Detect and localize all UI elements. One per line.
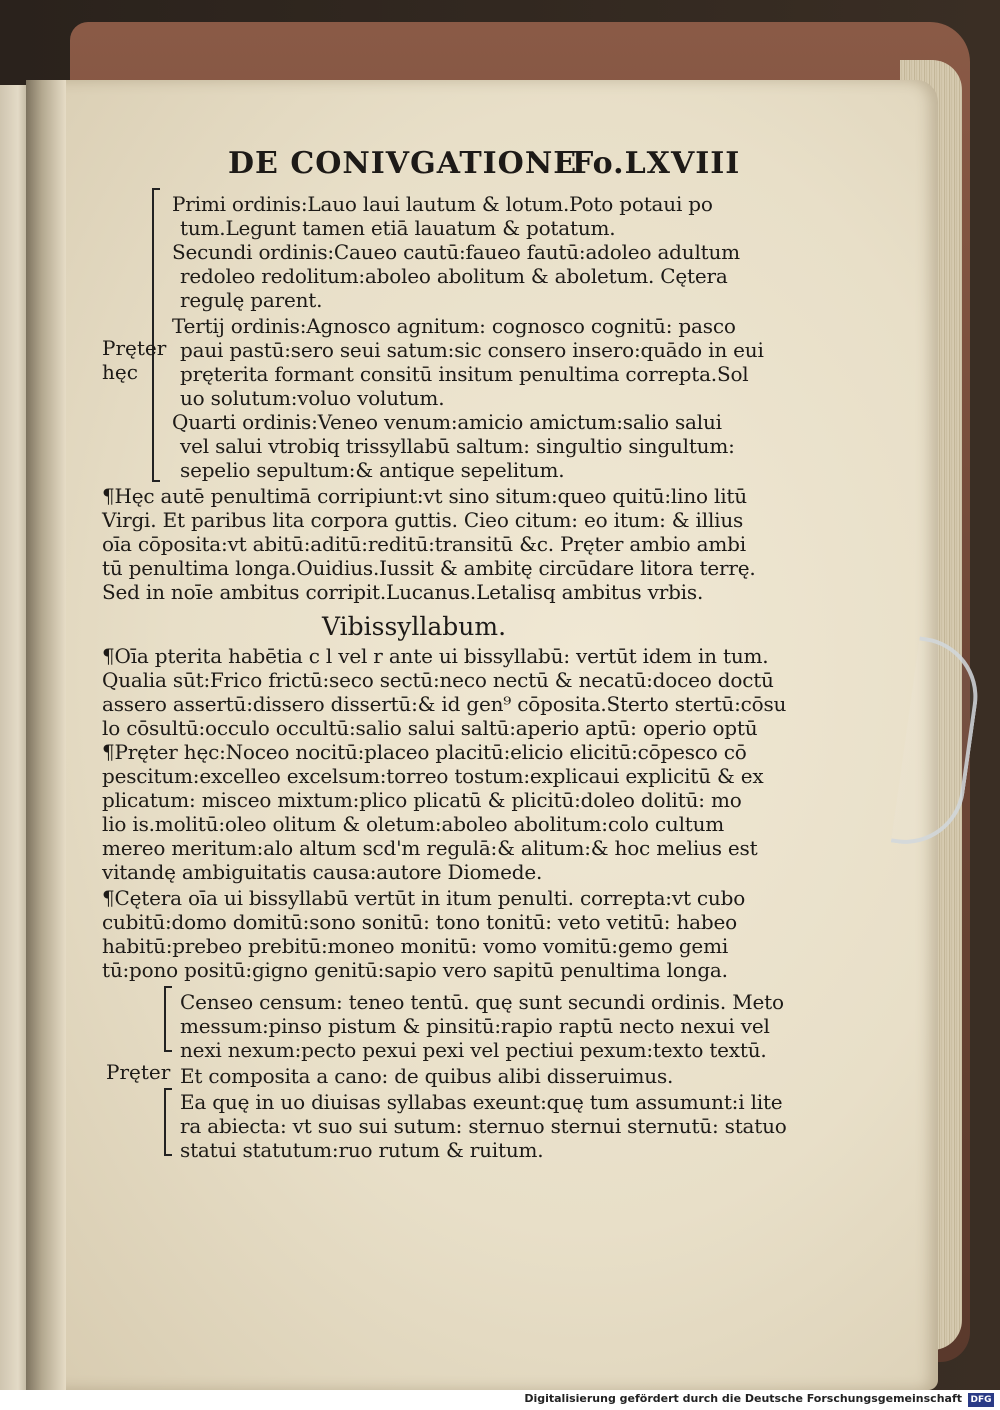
text-line: Et composita a cano: de quibus alibi disseruimus. [180,1064,674,1088]
text-line: lio is.molitū:oleo olitum & oletum:aboleo abolitum:colo cultum [102,812,725,836]
text-line: statui statutum:ruo rutum & ruitum. [180,1138,544,1162]
text-line: pręterita formant consitū insitum penultima correpta.Sol [180,362,749,386]
text-line: Qualia sūt:Frico frictū:seco sectū:neco nectū & necatū:doceo doctū [102,668,774,692]
text-line: pescitum:excelleo excelsum:torreo tostum:explicaui explicitū & ex [102,764,764,788]
dfg-logo-icon: DFG [968,1393,994,1407]
text-line: paui pastū:sero seui satum:sic consero insero:quādo in eui [180,338,764,362]
text-line: ¶Pręter hęc:Noceo nocitū:placeo placitū:elicio elicitū:cōpesco cō [102,740,747,764]
text-line: oīa cōposita:vt abitū:aditū:reditū:transitū &c. Pręter ambio ambi [102,532,746,556]
text-line: tū:pono positū:gigno genitū:sapio vero sapitū penultima longa. [102,958,728,982]
text-line: Virgi. Et paribus lita corpora guttis. Cieo citum: eo itum: & illius [102,508,744,532]
text-line: vitandę ambiguitatis causa:autore Diomede. [102,860,543,884]
text-line: redoleo redolitum:aboleo abolitum & aboletum. Cętera [180,264,728,288]
text-line: Primi ordinis:Lauo laui lautum & lotum.Poto potaui po [172,192,713,216]
bracket-left [164,986,172,1052]
text-line: uo solutum:voluo volutum. [180,386,445,410]
margin-note: hęc [102,360,138,384]
text-line: Sed in noīe ambitus corripit.Lucanus.Letalisq ambitus vrbis. [102,580,704,604]
text-line: messum:pinso pistum & pinsitū:rapio raptū necto nexui vel [180,1014,770,1038]
footer-bar [0,1390,1000,1410]
text-line: sepelio sepultum:& antique sepelitum. [180,458,565,482]
text-line: ¶Hęc autē penultimā corripiunt:vt sino situm:queo quitū:lino litū [102,484,747,508]
text-line: tum.Legunt tamen etiā lauatum & potatum. [180,216,616,240]
text-line: habitū:prebeo prebitū:moneo monitū: vomo vomitū:gemo gemi [102,934,729,958]
margin-note: Pręter [106,1060,171,1084]
margin-note: Pręter [102,336,167,360]
text-line: cubitū:domo domitū:sono sonitū: tono tonitū: veto vetitū: habeo [102,910,737,934]
text-line: ¶Cętera oīa ui bissyllabū vertūt in itum penulti. correpta:vt cubo [102,886,746,910]
text-line: mereo meritum:alo altum scd'm regulā:& alitum:& hoc melius est [102,836,758,860]
text-line: Secundi ordinis:Caueo cautū:faueo fautū:adoleo adultum [172,240,740,264]
bracket-left [152,188,160,482]
bracket-left [164,1088,172,1156]
text-line: Quarti ordinis:Veneo venum:amicio amictum:salio salui [172,410,722,434]
text-line: Ea quę in uo diuisas syllabas exeunt:quę tum assumunt:i lite [180,1090,783,1114]
text-line: regulę parent. [180,288,323,312]
text-line: Censeo censum: teneo tentū. quę sunt secundi ordinis. Meto [180,990,784,1014]
folio-number: Fo.LXVIII [572,146,741,181]
text-line: tū penultima longa.Ouidius.Iussit & ambitę circūdare litora terrę. [102,556,756,580]
text-line: ra abiecta: vt suo sui sutum: sternuo sternui sternutū: statuo [180,1114,787,1138]
section-heading: Vibissyllabum. [322,612,507,641]
text-line: lo cōsultū:occulo occultū:salio salui saltū:aperio aptū: operio optū [102,716,758,740]
text-line: Tertij ordinis:Agnosco agnitum: cognosco cognitū: pasco [172,314,736,338]
text-line: ¶Oīa pterita habētia c l vel r ante ui bissyllabū: vertūt idem in tum. [102,644,769,668]
funding-credit: Digitalisierung gefördert durch die Deutsche Forschungsgemeinschaft [524,1392,962,1405]
text-line: vel salui vtrobiq trissyllabū saltum: singultio singultum: [180,434,735,458]
text-line: nexi nexum:pecto pexui pexi vel pectiui pexum:texto textū. [180,1038,767,1062]
text-line: plicatum: misceo mixtum:plico plicatū & plicitū:doleo dolitū: mo [102,788,742,812]
text-line: assero assertū:dissero dissertū:& id gen⁹ cōposita.Sterto stertū:cōsu [102,692,787,716]
running-title: DE CONIVGATIONE [228,146,578,181]
